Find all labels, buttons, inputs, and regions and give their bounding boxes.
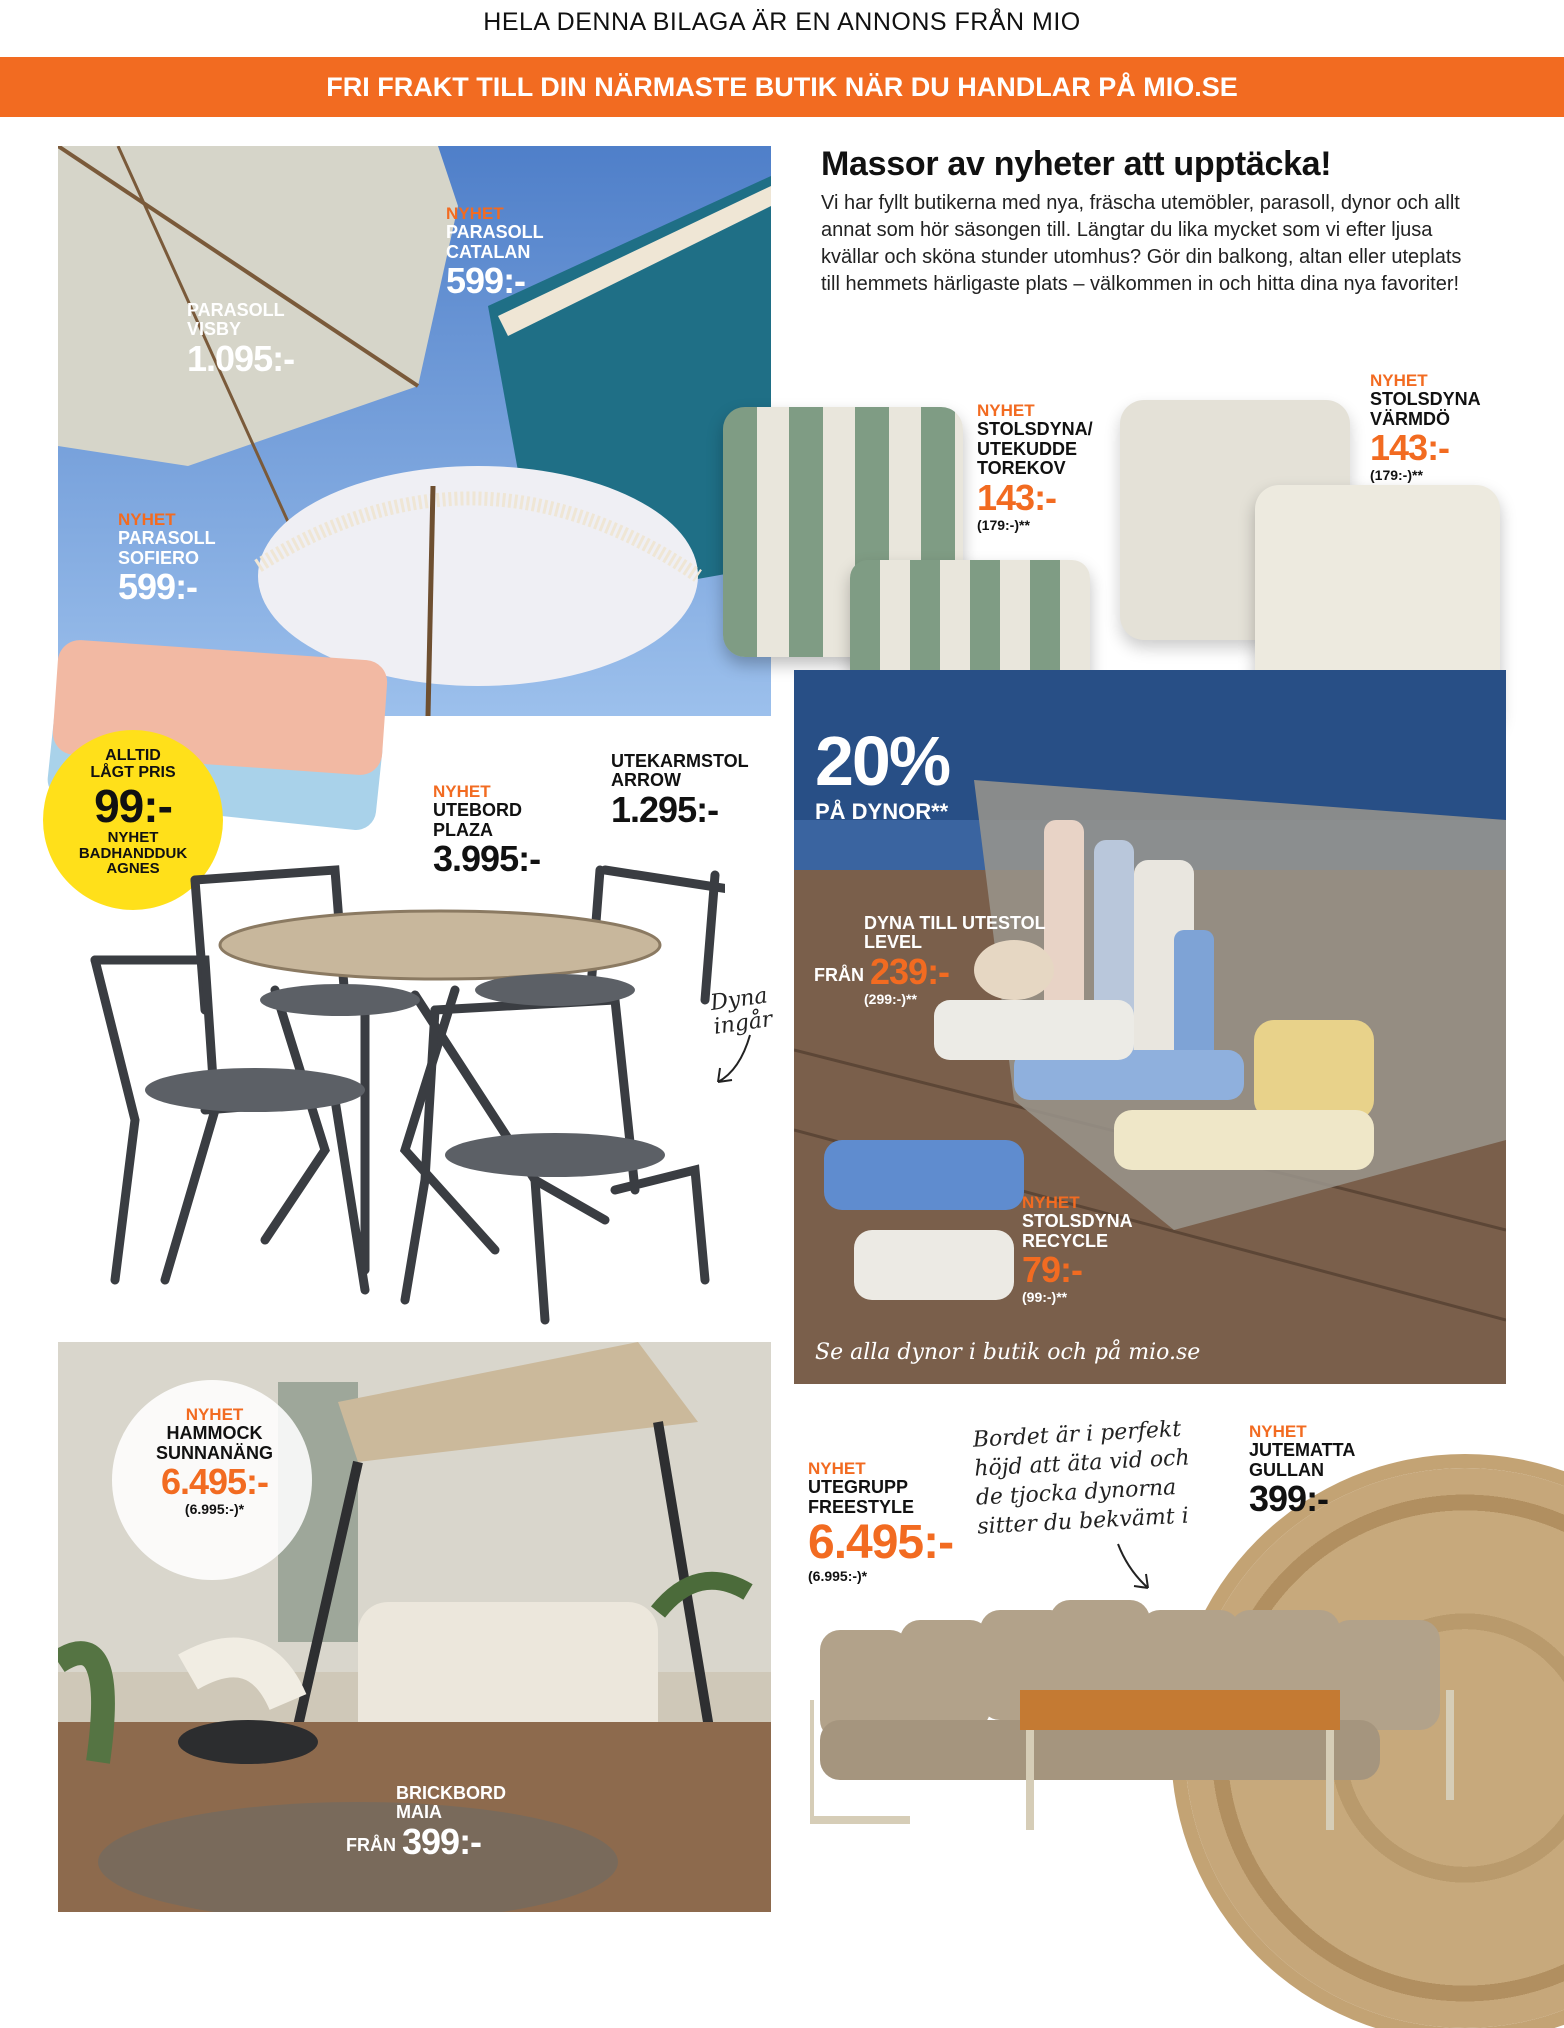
hammock-label: NYHET HAMMOCK SUNNANÄNG 6.495:- (6.995:-)* <box>156 1405 273 1518</box>
torekov-price: 143:- <box>977 476 1057 518</box>
arrow-label: UTEKARMSTOL ARROW 1.295:- <box>611 751 749 830</box>
arrow-down-icon <box>1110 1540 1160 1595</box>
table-chairs-photo <box>75 850 725 1330</box>
plaza-table-arrow-chairs <box>75 850 725 1330</box>
plaza-label: NYHET UTEBORD PLAZA 3.995:- <box>433 782 541 880</box>
plaza-price: 3.995:- <box>433 838 541 880</box>
level-label: DYNA TILL UTESTOL LEVEL FRÅN 239:- (299:-)** <box>814 913 1046 1007</box>
freestyle-sofa <box>810 1590 1480 1830</box>
dyna-ingar-note: Dyna ingår <box>708 983 774 1040</box>
maia-label: BRICKBORD MAIA FRÅN 399:- <box>346 1783 506 1862</box>
arrow-down-left-icon <box>710 1030 760 1090</box>
parasol-photo <box>58 146 771 716</box>
gullan-price: 399:- <box>1249 1478 1329 1520</box>
bordet-note: Bordet är i perfekt höjd att äta vid och de tjocka dynorna sitter du bekvämt i <box>972 1416 1191 1540</box>
hammock-price: 6.495:- <box>160 1461 269 1503</box>
intro-body: Vi har fyllt butikerna med nya, fräscha utemöbler, parasoll, dynor och allt annat som hör säsongen till. Längtar du lika mycket som vi efter ljusa kvällar och sköna stunder utomhus? Gör din balkong, altan eller uteplats till hemmets härligaste plats – välkommen in och hitta dina nya favoriter! <box>821 192 1462 295</box>
intro-title: Massor av nyheter att upptäcka! <box>821 145 1332 183</box>
visby-label: PARASOLL VISBY 1.095:- <box>187 300 295 379</box>
varmdo-label: NYHET STOLSDYNA VÄRMDÖ 143:- (179:-)** <box>1370 371 1481 484</box>
free-shipping-banner[interactable]: FRI FRAKT TILL DIN NÄRMASTE BUTIK NÄR DU HANDLAR PÅ MIO.SE <box>0 57 1564 117</box>
arrow-price: 1.295:- <box>611 788 719 830</box>
torekov-label: NYHET STOLSDYNA/ UTEKUDDE TOREKOV 143:- (179:-)** <box>977 401 1093 533</box>
freestyle-label: NYHET UTEGRUPP FREESTYLE 6.495:- (6.995:-)* <box>808 1459 954 1585</box>
freestyle-price: 6.495:- <box>808 1516 954 1570</box>
recycle-price: 79:- <box>1022 1249 1083 1291</box>
sofiero-label: NYHET PARASOLL SOFIERO 599:- <box>118 510 216 608</box>
visby-price: 1.095:- <box>187 337 295 379</box>
dynor-note: Se alla dynor i butik och på mio.se <box>815 1340 1201 1365</box>
catalan-price: 599:- <box>446 260 526 302</box>
catalan-label: NYHET PARASOLL CATALAN 599:- <box>446 204 544 302</box>
parasol-scene <box>58 146 771 716</box>
agnes-price: 99:- <box>94 779 172 832</box>
ad-notice: HELA DENNA BILAGA ÄR EN ANNONS FRÅN MIO <box>483 8 1081 36</box>
sofiero-price: 599:- <box>118 566 198 608</box>
maia-price: 399:- <box>402 1820 482 1862</box>
recycle-label: NYHET STOLSDYNA RECYCLE 79:- (99:-)** <box>1022 1193 1133 1306</box>
dynor-sale-label: 20% PÅ DYNOR** <box>815 722 950 824</box>
agnes-price-badge: ALLTID LÅGT PRIS 99:- NYHET BADHANDDUK AGNES <box>43 730 223 910</box>
varmdo-price: 143:- <box>1370 427 1450 469</box>
gullan-label: NYHET JUTEMATTA GULLAN 399:- <box>1249 1422 1356 1520</box>
freestyle-sofa-drawing <box>810 1590 1480 1830</box>
level-price: 239:- <box>870 950 950 992</box>
